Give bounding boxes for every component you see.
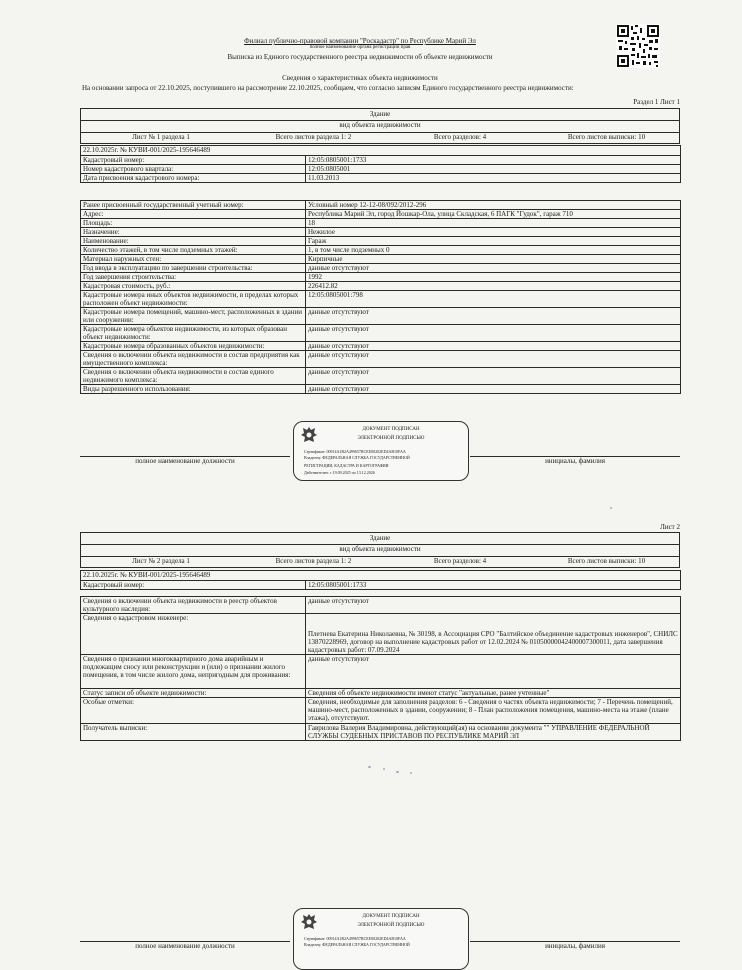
object-type: Здание bbox=[369, 110, 391, 118]
document-title: Выписка из Единого государственного реестра недвижимости об объекте недвижимости bbox=[227, 53, 493, 61]
row-label: Виды разрешенного использования: bbox=[81, 385, 306, 394]
row-value: Кирпичные bbox=[306, 255, 681, 264]
position-caption-2: полное наименование должности bbox=[135, 942, 235, 950]
qr-code-icon bbox=[616, 24, 660, 68]
table-row bbox=[81, 655, 681, 689]
row-value: 1992 bbox=[306, 273, 681, 282]
signature-stamp-2: ДОКУМЕНТ ПОДПИСАН ЭЛЕКТРОННОЙ ПОДПИСЬЮ Сертификат: 00914A1B2A499657BCEE00202ED4AB10FAA Владелец: ФЕДЕРАЛЬНАЯ СЛУЖБА ГОСУДАРСТВЕННОЙ bbox=[293, 908, 469, 970]
table-row bbox=[81, 201, 681, 210]
table-row bbox=[81, 210, 681, 219]
extract-sheets-total: Всего листов выписки: 10 bbox=[567, 557, 646, 565]
row-value: данные отсутствуют bbox=[306, 597, 681, 614]
row-label: Кадастровая стоимость, руб.: bbox=[81, 282, 306, 291]
extract-sheets-total: Всего листов выписки: 10 bbox=[567, 133, 646, 141]
table-row bbox=[81, 614, 681, 655]
row-value: данные отсутствуют bbox=[306, 351, 681, 368]
list-2-label: Лист 2 bbox=[660, 523, 680, 531]
table-row bbox=[81, 351, 681, 368]
row-label: Кадастровые номера помещений, машино-мест, расположенных в здании или сооружении: bbox=[81, 308, 306, 325]
table-row bbox=[81, 385, 681, 394]
row-label: Назначение: bbox=[81, 228, 306, 237]
row-value: Республика Марий Эл, город Йошкар-Ола, улица Складская, 6 ПАГК "Гудок", гараж 710 bbox=[306, 210, 681, 219]
row-value: 18 bbox=[306, 219, 681, 228]
row-value: Условный номер 12-12-08/092/2012-296 bbox=[306, 201, 681, 210]
table-row bbox=[81, 724, 681, 741]
row-value: Гараж bbox=[306, 237, 681, 246]
row-label: Сведения о включении объекта недвижимости в состав единого недвижимого комплекса: bbox=[81, 368, 306, 385]
sheet-number: Лист № 1 раздела 1 bbox=[132, 133, 190, 141]
row-value: Гаврилова Валерия Владимировна, действующий(ая) на основании документа "" УПРАВЛЕНИЕ ФЕДЕРАЛЬНОЙ СЛУЖБЫ СУДЕБНЫХ ПРИСТАВОВ ПО РЕСПУБЛИКЕ МАРИЙ ЭЛ bbox=[306, 724, 681, 741]
row-value: данные отсутствуют bbox=[306, 325, 681, 342]
sheets-total: Всего листов раздела 1: 2 bbox=[275, 133, 352, 141]
row-label: Сведения о признании многоквартирного дома аварийным и подлежащим сносу или реконструкции и (или) о признании жилого помещения, в том числе жилого дома, непригодным для проживания: bbox=[81, 655, 306, 689]
request-number: 22.10.2025г. № КУВИ-001/2025-195646489 bbox=[81, 571, 681, 581]
row-value: Нежилое bbox=[306, 228, 681, 237]
row-label: Кадастровые номера образованных объектов недвижимости: bbox=[81, 342, 306, 351]
row-label: Площадь: bbox=[81, 219, 306, 228]
initials-caption-2: инициалы, фамилия bbox=[545, 942, 605, 950]
row-value: данные отсутствуют bbox=[306, 385, 681, 394]
table-row bbox=[81, 308, 681, 325]
table-row bbox=[81, 246, 681, 255]
object-type-caption: вид объекта недвижимости bbox=[81, 120, 679, 130]
row-value: Плетнева Екатерина Николаевна, № 30198, в Ассоциация СРО "Балтийское объединение кадастровых инженеров", СНИЛС 13870228969, договор на выполнение кадастровых работ от 12.02.2024 № 01050000042400007300011, дата завершения кадастровых работ: 07.09.2024 bbox=[306, 614, 681, 655]
row-label: Ранее присвоенный государственный учетный номер: bbox=[81, 201, 306, 210]
row-label: Кадастровые номера иных объектов недвижимости, в пределах которых расположен объект недвижимости: bbox=[81, 291, 306, 308]
row-value: Сведения, необходимые для заполнения разделов: 6 - Сведения о частях объекта недвижимости; 7 - Перечень помещений, машино-мест, расположенных в здании, сооружении; 8 - План расположения помещения, машино-места на этаже (плане этажа), отсутствуют. bbox=[306, 698, 681, 724]
object-type: Здание bbox=[369, 534, 391, 542]
sections-total: Всего разделов: 4 bbox=[433, 133, 487, 141]
table-row bbox=[81, 273, 681, 282]
object-header-box bbox=[80, 108, 680, 144]
row-value: 1, в том числе подземных 0 bbox=[306, 246, 681, 255]
row-value: Сведения об объекте недвижимости имеют статус "актуальные, ранее учтенные" bbox=[306, 689, 681, 698]
row-value: данные отсутствуют bbox=[306, 264, 681, 273]
row-value: 226412.82 bbox=[306, 282, 681, 291]
request-number: 22.10.2025г. № КУВИ-001/2025-195646489 bbox=[81, 146, 681, 156]
table-row: Кадастровый номер: 12:05:0805001:1733 bbox=[81, 581, 681, 590]
table-row bbox=[81, 689, 681, 698]
row-value: данные отсутствуют bbox=[306, 368, 681, 385]
sections-total: Всего разделов: 4 bbox=[433, 557, 487, 565]
razdel-label: Раздел 1 Лист 1 bbox=[633, 98, 680, 106]
row-label: Количество этажей, в том числе подземных этажей: bbox=[81, 246, 306, 255]
section-title: Сведения о характеристиках объекта недвижимости bbox=[282, 74, 438, 82]
row-label: Сведения о кадастровом инженере: bbox=[81, 614, 306, 655]
row-label: Сведения о включении объекта недвижимости в реестр объектов культурного наследия: bbox=[81, 597, 306, 614]
intro-paragraph: На основании запроса от 22.10.2025, поступившего на рассмотрение 22.10.2025, сообщаем, что согласно записям Единого государственного реестра недвижимости: bbox=[82, 84, 574, 92]
table-row bbox=[81, 368, 681, 385]
org-name: Филиал публично-правовой компании "Роскадастр" по Республике Марий Эл bbox=[244, 37, 476, 45]
row-value: данные отсутствуют bbox=[306, 342, 681, 351]
table-row bbox=[81, 291, 681, 308]
row-label: Статус записи об объекте недвижимости: bbox=[81, 689, 306, 698]
table-row bbox=[81, 237, 681, 246]
table-row: Дата присвоения кадастрового номера: 11.03.2013 bbox=[81, 174, 681, 183]
row-label: Материал наружных стен: bbox=[81, 255, 306, 264]
table-row bbox=[81, 228, 681, 237]
table-row bbox=[81, 264, 681, 273]
row-label: Год завершения строительства: bbox=[81, 273, 306, 282]
row-value: 12:05:0805001:798 bbox=[306, 291, 681, 308]
info-table-2 bbox=[80, 570, 681, 590]
position-caption: полное наименование должности bbox=[135, 457, 235, 465]
sheet-number: Лист № 2 раздела 1 bbox=[132, 557, 190, 565]
org-name-caption: полное наименование органа регистрации прав bbox=[309, 45, 411, 50]
info-table-1 bbox=[80, 145, 681, 183]
table-row: Кадастровый номер: 12:05:0805001:1733 bbox=[81, 156, 681, 165]
table-row bbox=[81, 325, 681, 342]
row-label: Получатель выписки: bbox=[81, 724, 306, 741]
table-row bbox=[81, 342, 681, 351]
table-row bbox=[81, 698, 681, 724]
table-row bbox=[81, 597, 681, 614]
characteristics-table-1 bbox=[80, 200, 681, 394]
sheets-total: Всего листов раздела 1: 2 bbox=[275, 557, 352, 565]
table-row bbox=[81, 282, 681, 291]
row-label: Наименование: bbox=[81, 237, 306, 246]
object-type-caption: вид объекта недвижимости bbox=[81, 544, 679, 554]
row-value: данные отсутствуют bbox=[306, 655, 681, 689]
row-label: Сведения о включении объекта недвижимости в состав предприятия как имущественного комплекса: bbox=[81, 351, 306, 368]
row-label: Адрес: bbox=[81, 210, 306, 219]
signature-stamp-1: ДОКУМЕНТ ПОДПИСАН ЭЛЕКТРОННОЙ ПОДПИСЬЮ Сертификат: 00914A1B2A499657BCEE00202ED4AB10FAA Владелец: ФЕДЕРАЛЬНАЯ СЛУЖБА ГОСУДАРСТВЕННОЙ РЕГИСТРАЦИИ, КАДАСТРА И КАРТОГРАФИИ Действителен: с 19.09.2025 по 13.12.2026 bbox=[293, 421, 469, 481]
table-row bbox=[81, 219, 681, 228]
initials-caption: инициалы, фамилия bbox=[545, 457, 605, 465]
characteristics-table-2 bbox=[80, 596, 681, 741]
row-value: данные отсутствуют bbox=[306, 308, 681, 325]
table-row bbox=[81, 255, 681, 264]
table-row: Номер кадастрового квартала: 12:05:0805001 bbox=[81, 165, 681, 174]
row-label: Год ввода в эксплуатацию по завершении строительства: bbox=[81, 264, 306, 273]
object-header-box-2 bbox=[80, 532, 680, 568]
row-label: Кадастровые номера объектов недвижимости, из которых образован объект недвижимости: bbox=[81, 325, 306, 342]
row-label: Особые отметки: bbox=[81, 698, 306, 724]
